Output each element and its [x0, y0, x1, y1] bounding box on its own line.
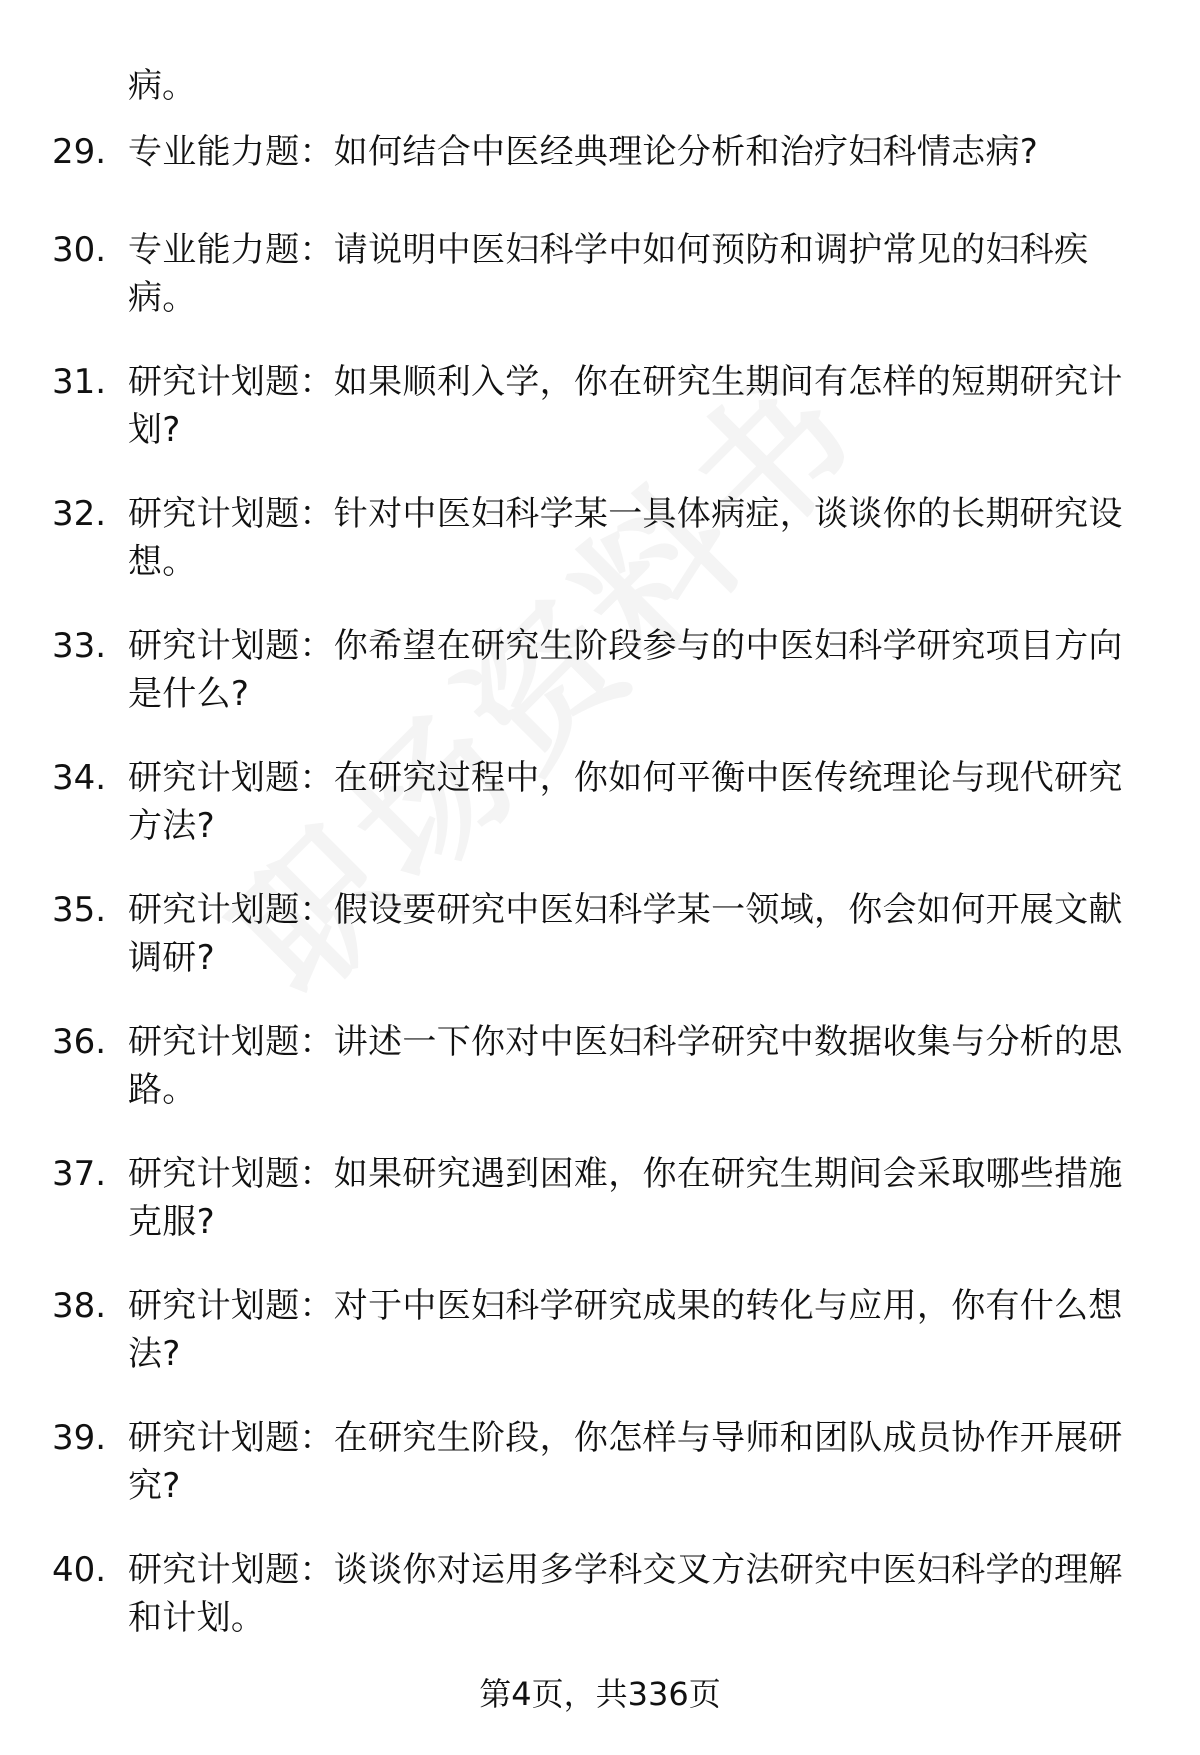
item-number: 35.	[52, 890, 107, 930]
item-text: 研究计划题：谈谈你对运用多学科交叉方法研究中医妇科学的理解和计划。	[128, 1550, 1123, 1638]
item-text: 研究计划题：如果研究遇到困难，你在研究生期间会采取哪些措施克服?	[128, 1154, 1123, 1242]
item-number: 39.	[52, 1418, 107, 1458]
item-text: 研究计划题：在研究过程中，你如何平衡中医传统理论与现代研究方法?	[128, 758, 1123, 846]
item-text: 研究计划题：你希望在研究生阶段参与的中医妇科学研究项目方向是什么?	[128, 626, 1123, 714]
item-text: 研究计划题：对于中医妇科学研究成果的转化与应用，你有什么想法?	[128, 1286, 1123, 1374]
item-number: 33.	[52, 626, 107, 666]
page-footer: 第4页，共336页	[479, 1675, 721, 1713]
item-number: 34.	[52, 758, 107, 798]
item-number: 31.	[52, 362, 107, 402]
item-number: 37.	[52, 1154, 107, 1194]
item-number: 32.	[52, 494, 107, 534]
item-number: 29.	[52, 132, 107, 172]
item-text: 研究计划题：针对中医妇科学某一具体病症，谈谈你的长期研究设想。	[128, 494, 1123, 582]
item-text: 专业能力题：如何结合中医经典理论分析和治疗妇科情志病?	[128, 132, 1039, 172]
item-text: 专业能力题：请说明中医妇科学中如何预防和调护常见的妇科疾病。	[128, 230, 1089, 318]
item-text: 研究计划题：假设要研究中医妇科学某一领域，你会如何开展文献调研?	[128, 890, 1123, 978]
item-number: 30.	[52, 230, 107, 270]
item-text: 研究计划题：讲述一下你对中医妇科学研究中数据收集与分析的思路。	[128, 1022, 1123, 1110]
continuation-text: 病。	[128, 66, 196, 106]
item-number: 38.	[52, 1286, 107, 1326]
item-number: 40.	[52, 1550, 107, 1590]
item-text: 研究计划题：在研究生阶段，你怎样与导师和团队成员协作开展研究?	[128, 1418, 1123, 1506]
item-number: 36.	[52, 1022, 107, 1062]
item-text: 研究计划题：如果顺利入学，你在研究生期间有怎样的短期研究计划?	[128, 362, 1123, 450]
